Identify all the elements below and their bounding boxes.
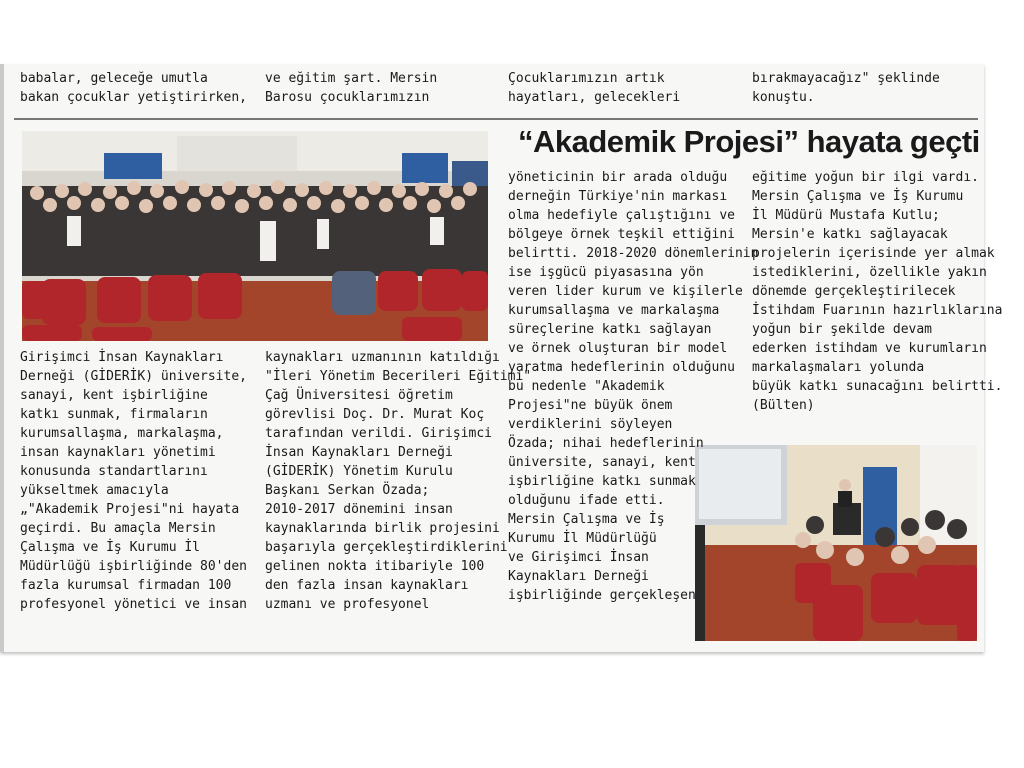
clipping-left-edge	[0, 64, 4, 652]
top-column-1: babalar, geleceğe umutla bakan çocuklar yetiştirirken,	[20, 71, 247, 105]
article-column-2: kaynakları uzmanının katıldığı "İleri Yönetim Becerileri Eğitimi" Çağ Üniversitesi öğretim görevlisi Doç. Dr. Murat Koç tarafından verildi. Girişimci İnsan Kaynakları Derneği (GİDERİK) Yönetim Kurulu Başkanı Serkan Özada; 2010-2017 dönemini insan kaynaklarında birlik projesini başarıyla gerçekleştirdiklerini gelinen nokta itibariyle 100 den fazla insan kaynakları uzmanı ve profesyonel	[265, 350, 532, 612]
group-photo-image	[22, 131, 488, 341]
article-column-4: eğitime yoğun bir ilgi vardı. Mersin Çalışma ve İş Kurumu İl Müdürü Mustafa Kutlu; Mersin'e katkı sağlayacak projelerin içerisinde yer almak istediklerini, özellikle yakın dönemde gerçekleştirilecek İstihdam Fuarının hazırlıklarına yoğun bir şekilde devam ederken istihdam ve kurumların markalaşmaları yolunda büyük katkı sunacağını belirtti. (Bülten)	[752, 170, 1003, 413]
section-divider	[14, 118, 978, 120]
top-column-2: ve eğitim şart. Mersin Barosu çocuklarımızın	[265, 71, 438, 105]
group-photo	[22, 131, 488, 341]
top-column-4: bırakmayacağız" şeklinde konuştu.	[752, 71, 940, 105]
article-column-3: yöneticinin bir arada olduğu derneğin Türkiye'nin markası olma hedefiyle çalıştığını ve bölgeye örnek teşkil ettiğini belirtti. 2018-2020 dönemlerinin ise işgücü piyasasına yön veren lider kurum ve kişilerle kurumsallaşma ve markalaşma süreçlerine katkı sağlayan ve örnek oluşturan bir model yaratma hedeflerinin olduğunu bu nedenle "Akademik Projesi"ne büyük önem verdiklerini söyleyen Özada; nihai hedeflerinin üniversite, sanayi, kent işbirliğine katkı sunmak olduğunu ifade etti. Mersin Çalışma ve İş Kurumu İl Müdürlüğü ve Girişimci İnsan Kaynakları Derneği işbirliğinde gerçekleşen	[508, 170, 759, 603]
top-column-3: Çocuklarımızın artık hayatları, gelecekleri	[508, 71, 681, 105]
article-headline: “Akademik Projesi” hayata geçti	[518, 124, 980, 159]
article-column-1: Girişimci İnsan Kaynakları Derneği (GİDERİK) üniversite, sanayi, kent işbirliğine katkı sunmak, firmaların kurumsallaşma, markalaşma, insan kaynakları yönetimi konusunda standartlarını yükseltmek amacıyla „"Akademik Projesi"ni hayata geçirdi. Bu amaçla Mersin Çalışma ve İş Kurumu İl Müdürlüğü işbirliğinde 80'den fazla kurumsal firmadan 100 profesyonel yönetici ve insan	[20, 350, 247, 612]
